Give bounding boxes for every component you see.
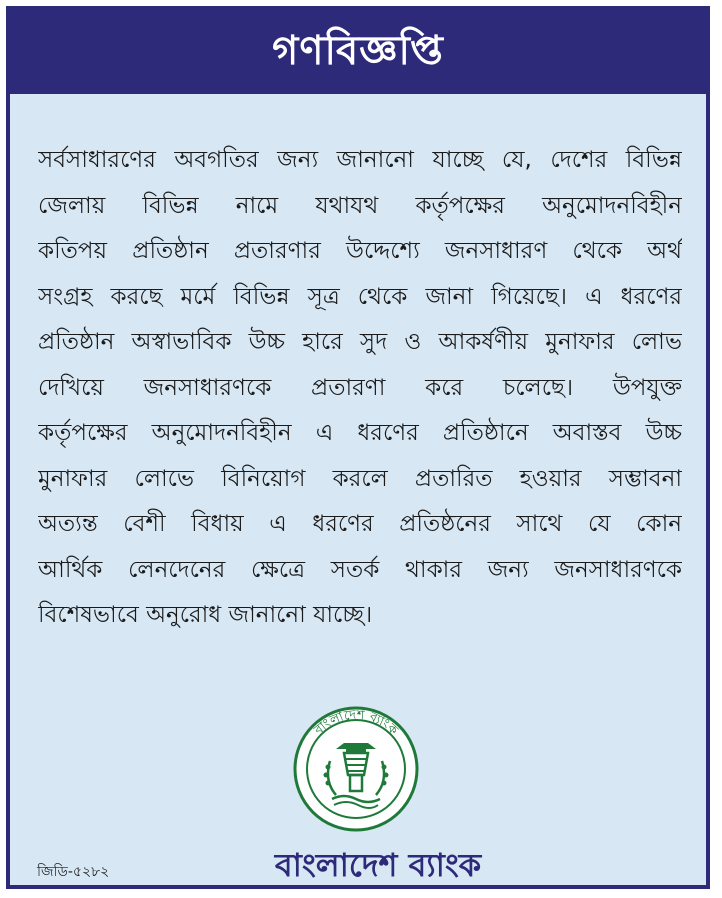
bangladesh-bank-seal-icon — [292, 705, 420, 833]
issuer-name: বাংলাদেশ ব্যাংক — [274, 846, 482, 884]
notice-body — [38, 138, 682, 639]
notice-line: প্রতিষ্ঠান অস্বাভাবিক উচ্চ হারে সুদ ও আকর্ষণীয় মুনাফার লোভ — [38, 329, 682, 355]
notice-line: অত্যন্ত বেশী বিধায় এ ধরণের প্রতিষ্ঠনের সাথে যে কোন — [38, 511, 682, 537]
notice-line: আর্থিক লেনদেনের ক্ষেত্রে সতর্ক থাকার জন্য জনসাধারণকে — [38, 556, 682, 583]
seal-text: বাংলাদেশ ব্যাংক — [311, 707, 401, 739]
notice-line: কর্তৃপক্ষের অনুমোদনবিহীন এ ধরণের প্রতিষ্ঠানে অবাস্তব উচ্চ — [38, 420, 682, 446]
notice-line: মুনাফার লোভে বিনিয়োগ করলে প্রতারিত হওয়ার সম্ভাবনা — [38, 465, 682, 492]
reference-code: জিডি-৫২৮২ — [37, 864, 110, 880]
notice-frame — [6, 6, 710, 889]
notice-header — [10, 10, 706, 94]
notice-title: গণবিজ্ঞপ্তি — [272, 27, 444, 74]
notice-line: দেখিয়ে জনসাধারণকে প্রতারণা করে চলেছে। উপযুক্ত — [38, 374, 682, 401]
notice-line: সংগ্রহ করছে মর্মে বিভিন্ন সূত্র থেকে জানা গিয়েছে। এ ধরণের — [38, 283, 682, 310]
notice-line: কতিপয় প্রতিষ্ঠান প্রতারণার উদ্দেশ্যে জনসাধারণ থেকে অর্থ — [38, 238, 682, 264]
notice-line: বিশেষভাবে অনুরোধ জানানো যাচ্ছে। — [38, 602, 373, 628]
notice-line: সর্বসাধারণের অবগতির জন্য জানানো যাচ্ছে যে, দেশের বিভিন্ন — [38, 147, 682, 173]
notice-line: জেলায় বিভিন্ন নামে যথাযথ কর্তৃপক্ষের অনুমোদনবিহীন — [38, 192, 682, 219]
